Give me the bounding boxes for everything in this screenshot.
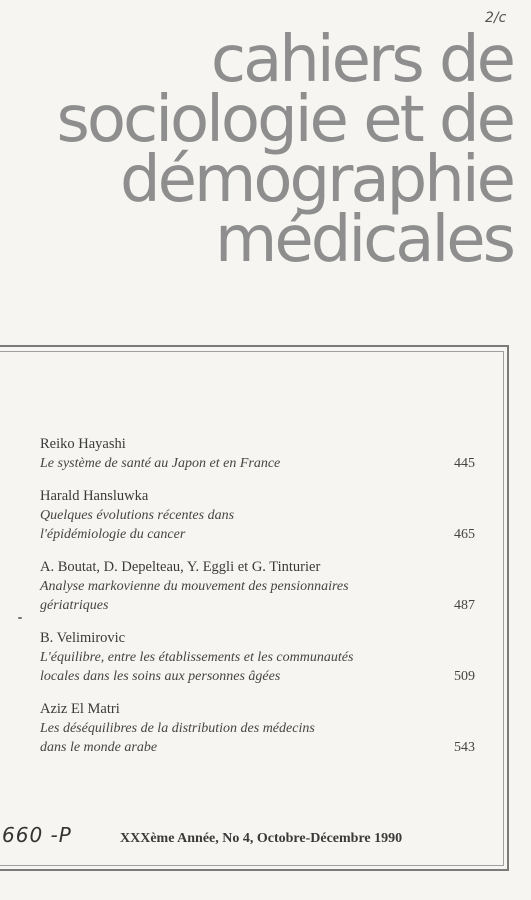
page-number: 465 xyxy=(454,527,475,542)
article-title: Analyse markovienne du mouvement des pensionnaires xyxy=(40,579,349,594)
article-title-line xyxy=(40,667,475,686)
page-number: 509 xyxy=(454,669,475,684)
article-title-line xyxy=(40,738,475,757)
toc-entry xyxy=(40,700,475,757)
article-title-line xyxy=(40,648,475,667)
article-title-line xyxy=(40,506,475,525)
margin-mark xyxy=(18,617,22,619)
table-of-contents xyxy=(40,435,475,771)
article-title: gériatriques xyxy=(40,598,109,613)
corner-handwritten-note: 2/c xyxy=(485,10,507,26)
article-title: dans le monde arabe xyxy=(40,740,158,755)
journal-title xyxy=(0,23,513,277)
article-title: l'épidémiologie du cancer xyxy=(40,527,186,542)
article-title-line xyxy=(40,454,475,473)
article-title-line xyxy=(40,596,475,615)
entry-author: Aziz El Matri xyxy=(40,701,120,717)
entry-author: A. Boutat, D. Depelteau, Y. Eggli et G. Tinturier xyxy=(40,559,321,575)
toc-entry xyxy=(40,629,475,686)
entry-author: Reiko Hayashi xyxy=(40,436,126,452)
article-title-line xyxy=(40,525,475,544)
entry-author: Harald Hansluwka xyxy=(40,488,149,504)
issue-line: XXXème Année, No 4, Octobre-Décembre 1990 xyxy=(120,831,403,846)
toc-entry xyxy=(40,558,475,615)
page-number: 445 xyxy=(454,456,475,471)
article-title: L'équilibre, entre les établissements et les communautés xyxy=(40,650,354,665)
title-line-2: sociologie et de xyxy=(56,83,513,157)
title-line-1: cahiers de xyxy=(210,23,513,97)
article-title: locales dans les soins aux personnes âgées xyxy=(40,669,281,684)
article-title: Le système de santé au Japon et en France xyxy=(40,456,281,471)
article-title: Les déséquilibres de la distribution des médecins xyxy=(40,721,315,736)
article-title: Quelques évolutions récentes dans xyxy=(40,508,235,523)
entry-author: B. Velimirovic xyxy=(40,630,126,646)
handwritten-shelf-mark: 660 -P xyxy=(2,823,72,847)
article-title-line xyxy=(40,719,475,738)
toc-entry xyxy=(40,487,475,544)
page-number: 543 xyxy=(454,740,475,755)
title-line-3: démographie xyxy=(120,143,513,217)
toc-entry xyxy=(40,435,475,473)
title-line-4: médicales xyxy=(214,203,513,277)
article-title-line xyxy=(40,577,475,596)
page-number: 487 xyxy=(454,598,475,613)
